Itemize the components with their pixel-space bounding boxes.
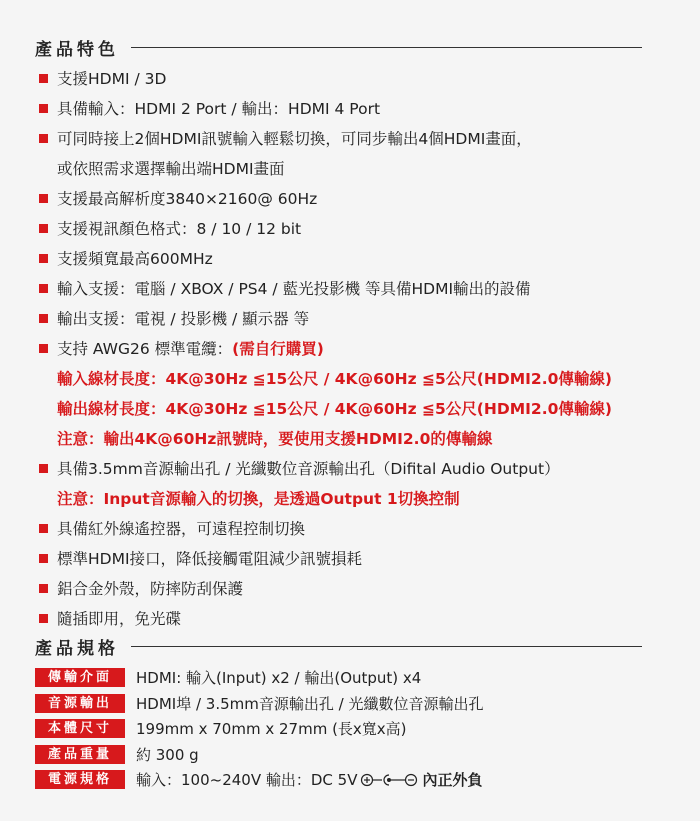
feature-item [0, 274, 700, 304]
spec-row [35, 767, 483, 793]
feature-text-main: 支援最高解析度3840×2160@ 60Hz [57, 190, 318, 208]
feature-text-main: 隨插即用，免光碟 [57, 610, 182, 628]
spec-label: 傳輸介面 [35, 668, 125, 687]
feature-text-main: 或依照需求選擇輸出端HDMI畫面 [57, 160, 285, 178]
feature-text-main: 支援HDMI / 3D [57, 70, 167, 88]
feature-item [0, 124, 700, 154]
feature-item [0, 514, 700, 544]
feature-text-main: 具備3.5mm音源輸出孔 / 光纖數位音源輸出孔（Difital Audio Output） [57, 460, 560, 478]
feature-text [57, 244, 213, 274]
feature-text [57, 274, 531, 304]
spec-table [35, 665, 483, 793]
features-title: 產品特色 [35, 40, 119, 60]
specs-title: 產品規格 [35, 639, 119, 659]
header-divider [131, 646, 642, 647]
feature-text [57, 544, 362, 574]
feature-text [57, 604, 181, 634]
feature-item [0, 544, 700, 574]
feature-item [0, 244, 700, 274]
feature-text-main: 輸入線材長度：4K@30Hz ≦15公尺 / 4K@60Hz ≦5公尺(HDMI2.0傳輸線) [57, 370, 612, 388]
spec-value: HDMI埠 / 3.5mm音源輸出孔 / 光纖數位音源輸出孔 [136, 694, 484, 713]
spec-label: 音源輸出 [35, 694, 125, 713]
bullet-square-icon [39, 104, 48, 113]
bullet-square-icon [39, 194, 48, 203]
feature-text [57, 454, 560, 484]
feature-text-main: 注意：輸出4K@60Hz訊號時，要使用支援HDMI2.0的傳輸線 [57, 430, 493, 448]
feature-text-main: 鋁合金外殼，防摔防刮保護 [57, 580, 244, 598]
spec-label: 本體尺寸 [35, 719, 125, 738]
feature-item [0, 184, 700, 214]
spec-row [35, 665, 483, 691]
spec-value: HDMI: 輸入(Input) x2 / 輸出(Output) x4 [136, 669, 422, 688]
features-section-header [35, 35, 642, 60]
bullet-square-icon [39, 614, 48, 623]
feature-note [0, 394, 700, 424]
feature-text [57, 484, 460, 514]
bullet-square-icon [39, 464, 48, 473]
dc-polarity-icon [360, 773, 418, 787]
feature-text-main: 注意：Input音源輸入的切換，是透過Output 1切換控制 [57, 490, 460, 508]
feature-text-main: 輸出線材長度：4K@30Hz ≦15公尺 / 4K@60Hz ≦5公尺(HDMI2.0傳輸線) [57, 400, 612, 418]
feature-note [0, 154, 700, 184]
feature-text [57, 514, 305, 544]
bullet-square-icon [39, 224, 48, 233]
specs-section-header [35, 634, 642, 659]
feature-text [57, 154, 285, 184]
bullet-square-icon [39, 254, 48, 263]
feature-text [57, 364, 612, 394]
feature-note [0, 484, 700, 514]
bullet-square-icon [39, 554, 48, 563]
feature-text [57, 184, 317, 214]
feature-note [0, 424, 700, 454]
feature-item [0, 334, 700, 364]
spec-row [35, 691, 483, 717]
feature-text [57, 424, 492, 454]
spec-value: 約 300 g [136, 745, 199, 764]
bullet-square-icon [39, 314, 48, 323]
feature-item [0, 94, 700, 124]
feature-text [57, 574, 243, 604]
feature-item [0, 214, 700, 244]
bullet-square-icon [39, 344, 48, 353]
bullet-square-icon [39, 524, 48, 533]
feature-note [0, 364, 700, 394]
feature-text-main: 支持 AWG26 標準電纜： [57, 340, 233, 358]
feature-text [57, 214, 301, 244]
header-divider [131, 47, 642, 48]
bullet-square-icon [39, 284, 48, 293]
feature-list [0, 64, 700, 634]
bullet-square-icon [39, 74, 48, 83]
feature-item [0, 304, 700, 334]
bullet-square-icon [39, 584, 48, 593]
spec-value: 輸入：100~240V 輸出：DC 5V [136, 771, 358, 790]
feature-text-main: 可同時接上2個HDMI訊號輸入輕鬆切換，可同步輸出4個HDMI畫面， [57, 130, 532, 148]
feature-text [57, 64, 166, 94]
feature-text-main: 輸出支援：電視 / 投影機 / 顯示器 等 [57, 310, 310, 328]
feature-text [57, 94, 380, 124]
feature-item [0, 604, 700, 634]
feature-text-main: 支援頻寬最高600MHz [57, 250, 213, 268]
feature-text-main: 支援視訊顏色格式：8 / 10 / 12 bit [57, 220, 302, 238]
feature-text [57, 124, 532, 154]
feature-item [0, 574, 700, 604]
feature-text [57, 334, 324, 364]
feature-text-main: 具備紅外線遙控器，可遠程控制切換 [57, 520, 306, 538]
feature-text-red-note: (需自行購買) [232, 340, 324, 358]
spec-label: 電源規格 [35, 770, 125, 789]
spec-row [35, 716, 483, 742]
spec-value-polarity: 內正外負 [422, 771, 483, 790]
feature-text-main: 標準HDMI接口，降低接觸電阻減少訊號損耗 [57, 550, 363, 568]
bullet-square-icon [39, 134, 48, 143]
spec-row [35, 742, 483, 768]
feature-text-main: 具備輸入：HDMI 2 Port / 輸出：HDMI 4 Port [57, 100, 381, 118]
feature-item [0, 454, 700, 484]
spec-value: 199mm x 70mm x 27mm (長x寬x高) [136, 720, 407, 739]
feature-text [57, 394, 612, 424]
spec-label: 產品重量 [35, 745, 125, 764]
feature-text-main: 輸入支援：電腦 / XBOX / PS4 / 藍光投影機 等具備HDMI輸出的設備 [57, 280, 531, 298]
feature-text [57, 304, 309, 334]
feature-item [0, 64, 700, 94]
